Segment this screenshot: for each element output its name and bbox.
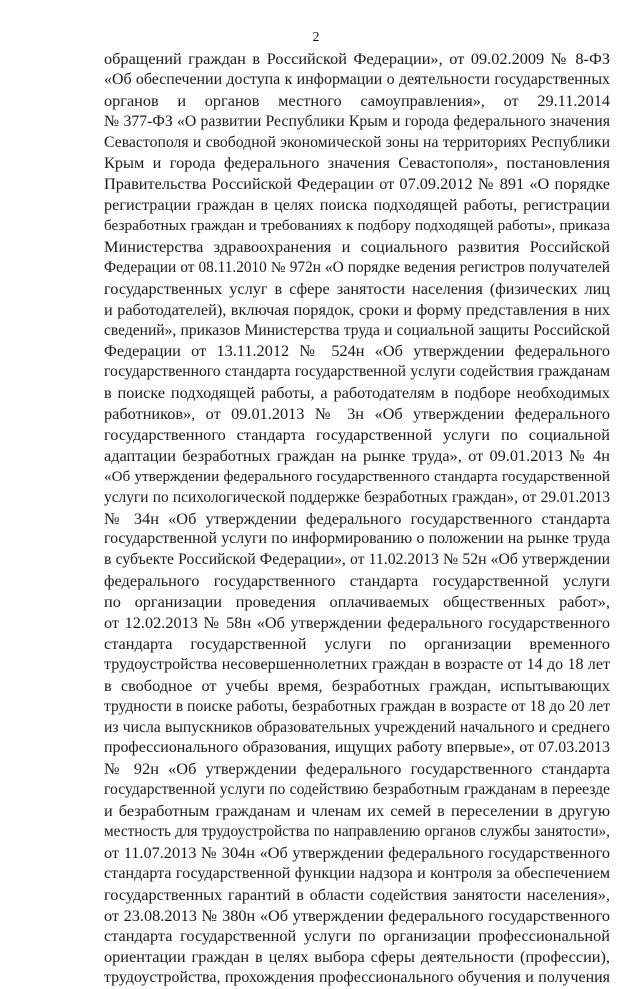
text-line: государственного стандарта государственной услуги содействия гражданам — [104, 363, 610, 381]
text-line: Федерации от 13.11.2012 № 524н «Об утверждении федерального — [104, 341, 610, 361]
text-line: государственных гарантий в области содействия занятости населения», — [104, 884, 610, 904]
text-line: обращений граждан в Российской Федерации», от 09.02.2009 № 8-ФЗ — [104, 49, 610, 68]
text-line: Правительства Российской Федерации от 07.09.2012 № 891 «О порядке — [104, 174, 610, 194]
text-line: в поиске подходящей работы, а работодателям в подборе необходимых — [104, 383, 610, 403]
text-line: работников», от 09.01.2013 № 3н «Об утверждении федерального — [104, 404, 610, 424]
text-line: Севастополя и свободной экономической зоны на территориях Республики — [104, 133, 610, 151]
text-line: безработных граждан и требованиях к подбору подходящей работы», приказа — [104, 217, 610, 235]
text-line: сведений», приказов Министерства труда и социальной защиты Российской — [104, 321, 610, 339]
text-line: федерального государственного стандарта государственной услуги — [104, 571, 610, 591]
text-line: в субъекте Российской Федерации», от 11.02.2013 № 52н «Об утверждении — [104, 551, 610, 569]
text-line: Министерства здравоохранения и социального развития Российской — [104, 237, 610, 257]
text-line: по организации проведения оплачиваемых общественных работ», — [104, 592, 610, 612]
text-line: Крым и города федерального значения Севастополя», постановления — [104, 153, 610, 173]
text-line: «Об утверждении федерального государственного стандарта государственной — [104, 467, 610, 485]
text-line: трудоустройства, прохождения профессионального обучения и получения — [104, 969, 610, 987]
text-line: и работодателей), включая порядок, сроки и форму представления в них — [104, 299, 610, 319]
text-line: в свободное от учебы время, безработных граждан, испытывающих — [104, 675, 610, 695]
text-line: от 23.08.2013 № 380н «Об утверждении федерального государственного — [104, 905, 610, 925]
text-line: от 11.07.2013 № 304н «Об утверждении федерального государственного — [104, 842, 610, 862]
text-line: органов и органов местного самоуправления», от 29.11.2014 — [104, 90, 610, 110]
page-number: 2 — [312, 30, 320, 45]
document-body — [104, 49, 610, 989]
text-line: государственной услуги по содействию безработным гражданам в переезде — [104, 781, 610, 799]
text-line: № 92н «Об утверждении федерального государственного стандарта — [104, 759, 610, 779]
text-line: № 34н «Об утверждении федерального государственного стандарта — [104, 508, 610, 528]
text-line: трудоустройства несовершеннолетних граждан в возрасте от 14 до 18 лет — [104, 655, 610, 673]
text-line: ориентации граждан в целях выбора сферы деятельности (профессии), — [104, 947, 610, 967]
text-line: государственного стандарта государственной услуги по социальной — [104, 425, 610, 445]
text-line: стандарта государственной функции надзора и контроля за обеспечением — [104, 864, 610, 882]
text-line: трудности в поиске работы, безработных граждан в возрасте от 18 до 20 лет — [104, 697, 610, 715]
text-line: услуги по психологической поддержке безработных граждан», от 29.01.2013 — [104, 488, 610, 506]
text-line: от 12.02.2013 № 58н «Об утверждении федерального государственного — [104, 613, 610, 633]
text-line: государственной услуги по информированию о положении на рынке труда — [104, 530, 610, 548]
text-line: местность для трудоустройства по направлению органов службы занятости», — [104, 822, 610, 840]
text-line: и безработным гражданам и членам их семей в переселении в другую — [104, 801, 610, 821]
text-line: стандарта государственной услуги по организации профессиональной — [104, 926, 610, 946]
text-line: из числа выпускников образовательных учреждений начального и среднего — [104, 718, 610, 736]
text-line: стандарта государственной услуги по организации временного — [104, 633, 610, 653]
text-line: № 377-ФЗ «О развитии Республики Крым и города федерального значения — [104, 112, 610, 130]
text-line: регистрации граждан в целях поиска подходящей работы, регистрации — [104, 195, 610, 215]
text-line: адаптации безработных граждан на рынке труда», от 09.01.2013 № 4н — [104, 445, 610, 465]
text-line: профессионального образования, ищущих работу впервые», от 07.03.2013 — [104, 739, 610, 757]
text-line: государственных услуг в сфере занятости населения (физических лиц — [104, 278, 610, 298]
text-line: Федерации от 08.11.2010 № 972н «О порядке ведения регистров получателей — [104, 258, 610, 276]
text-line: «Об обеспечении доступа к информации о деятельности государственных — [104, 70, 610, 88]
